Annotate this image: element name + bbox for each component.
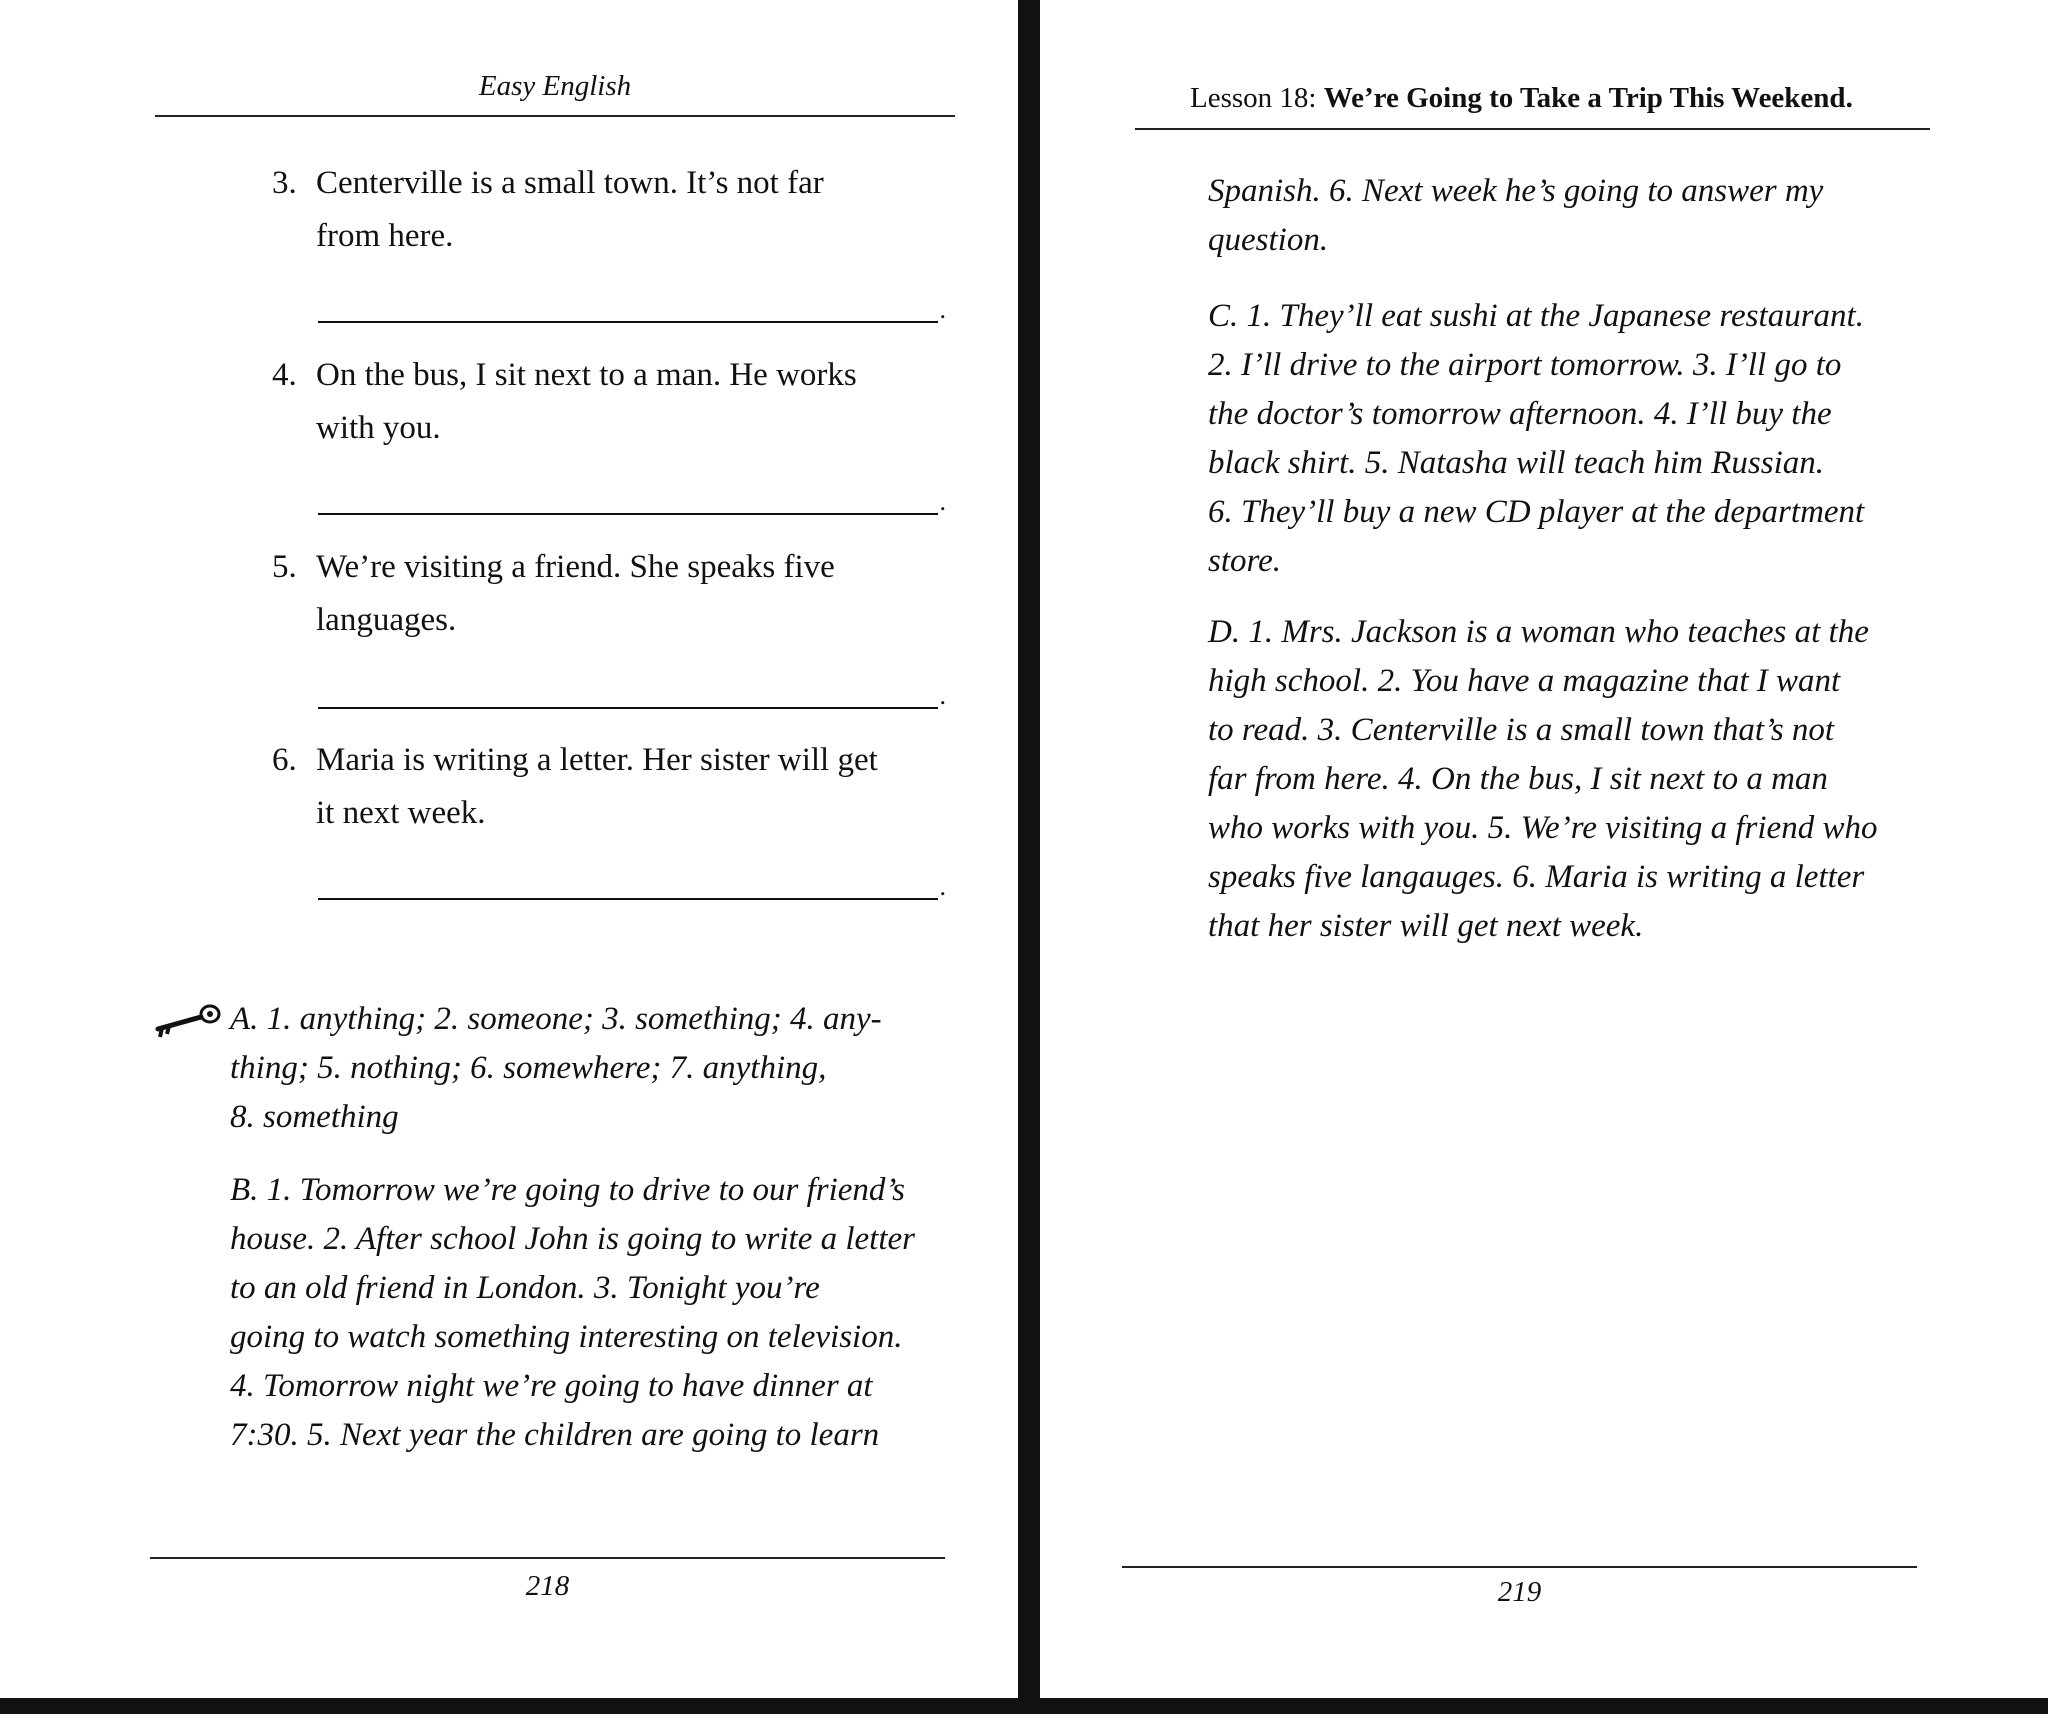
- answer-line: A. 1. anything; 2. someone; 3. something; 4. any-: [230, 1001, 882, 1037]
- exercise-text: We’re visiting a friend. She speaks five: [316, 549, 835, 585]
- answer-line: 6. They’ll buy a new CD player at the department: [1208, 494, 1865, 530]
- answer-line: to read. 3. Centerville is a small town that’s not: [1208, 712, 1835, 748]
- exercise-item-6: [272, 734, 962, 840]
- exercise-text: Maria is writing a letter. Her sister will get: [316, 742, 878, 778]
- answer-line: Spanish. 6. Next week he’s going to answer my: [1208, 173, 1824, 209]
- key-icon: [148, 1000, 224, 1040]
- answer-line: question.: [1208, 222, 1329, 258]
- answer-line: the doctor’s tomorrow afternoon. 4. I’ll buy the: [1208, 396, 1832, 432]
- exercise-text: Centerville is a small town. It’s not far: [316, 165, 824, 201]
- answer-blank-5[interactable]: [318, 707, 938, 709]
- answer-line: 2. I’ll drive to the airport tomorrow. 3. I’ll go to: [1208, 347, 1842, 383]
- header-rule-left: [155, 115, 955, 117]
- answer-line: C. 1. They’ll eat sushi at the Japanese restaurant.: [1208, 298, 1864, 334]
- running-head-left: Easy English: [478, 70, 632, 102]
- answer-block-c: [1208, 292, 1938, 586]
- answer-line: 7:30. 5. Next year the children are going to learn: [230, 1417, 880, 1453]
- exercise-text: it next week.: [316, 795, 486, 831]
- answer-line: speaks five langauges. 6. Maria is writing a letter: [1208, 859, 1865, 895]
- answer-block-a: [230, 995, 970, 1142]
- exercise-item-4: [272, 349, 962, 455]
- answer-block-b-continued: [1208, 167, 1938, 265]
- answer-line: store.: [1208, 543, 1282, 579]
- header-rule-right: [1135, 128, 1930, 130]
- page-number-left: 218: [525, 1570, 570, 1602]
- footer-rule-left: [150, 1557, 945, 1559]
- exercise-item-5: [272, 541, 962, 647]
- answer-line: 4. Tomorrow night we’re going to have dinner at: [230, 1368, 873, 1404]
- answer-line: B. 1. Tomorrow we’re going to drive to our friend’s: [230, 1172, 906, 1208]
- exercise-text: from here.: [316, 218, 454, 254]
- exercise-number: 3.: [272, 165, 297, 201]
- page-number-right: 219: [1497, 1576, 1542, 1608]
- exercise-text: On the bus, I sit next to a man. He works: [316, 357, 857, 393]
- bottom-edge: [0, 1698, 2048, 1714]
- answer-line: that her sister will get next week.: [1208, 908, 1644, 944]
- answer-blank-4[interactable]: [318, 513, 938, 515]
- exercise-number: 5.: [272, 549, 297, 585]
- footer-rule-right: [1122, 1566, 1917, 1568]
- answer-blank-3[interactable]: [318, 321, 938, 323]
- exercise-number: 4.: [272, 357, 297, 393]
- exercise-number: 6.: [272, 742, 297, 778]
- lesson-title: We’re Going to Take a Trip This Weekend.: [1323, 82, 1853, 114]
- answer-line: D. 1. Mrs. Jackson is a woman who teaches at the: [1208, 614, 1869, 650]
- exercise-text: with you.: [316, 410, 441, 446]
- lesson-label: Lesson 18:: [1190, 82, 1324, 114]
- answer-line: who works with you. 5. We’re visiting a friend who: [1208, 810, 1878, 846]
- answer-line: black shirt. 5. Natasha will teach him Russian.: [1208, 445, 1824, 481]
- answer-line: high school. 2. You have a magazine that I want: [1208, 663, 1841, 699]
- answer-blank-6[interactable]: [318, 898, 938, 900]
- answer-line: 8. something: [230, 1099, 399, 1135]
- answer-block-d: [1208, 608, 1938, 951]
- running-head-right: [1190, 82, 1853, 115]
- exercise-text: languages.: [316, 602, 457, 638]
- answer-line: house. 2. After school John is going to write a letter: [230, 1221, 916, 1257]
- answer-line: to an old friend in London. 3. Tonight you’re: [230, 1270, 820, 1306]
- answer-block-b: [230, 1166, 970, 1460]
- exercise-item-3: [272, 157, 962, 263]
- answer-line: going to watch something interesting on television.: [230, 1319, 903, 1355]
- answer-line: far from here. 4. On the bus, I sit next to a man: [1208, 761, 1828, 797]
- book-spine: [1018, 0, 1040, 1714]
- answer-line: thing; 5. nothing; 6. somewhere; 7. anything,: [230, 1050, 827, 1086]
